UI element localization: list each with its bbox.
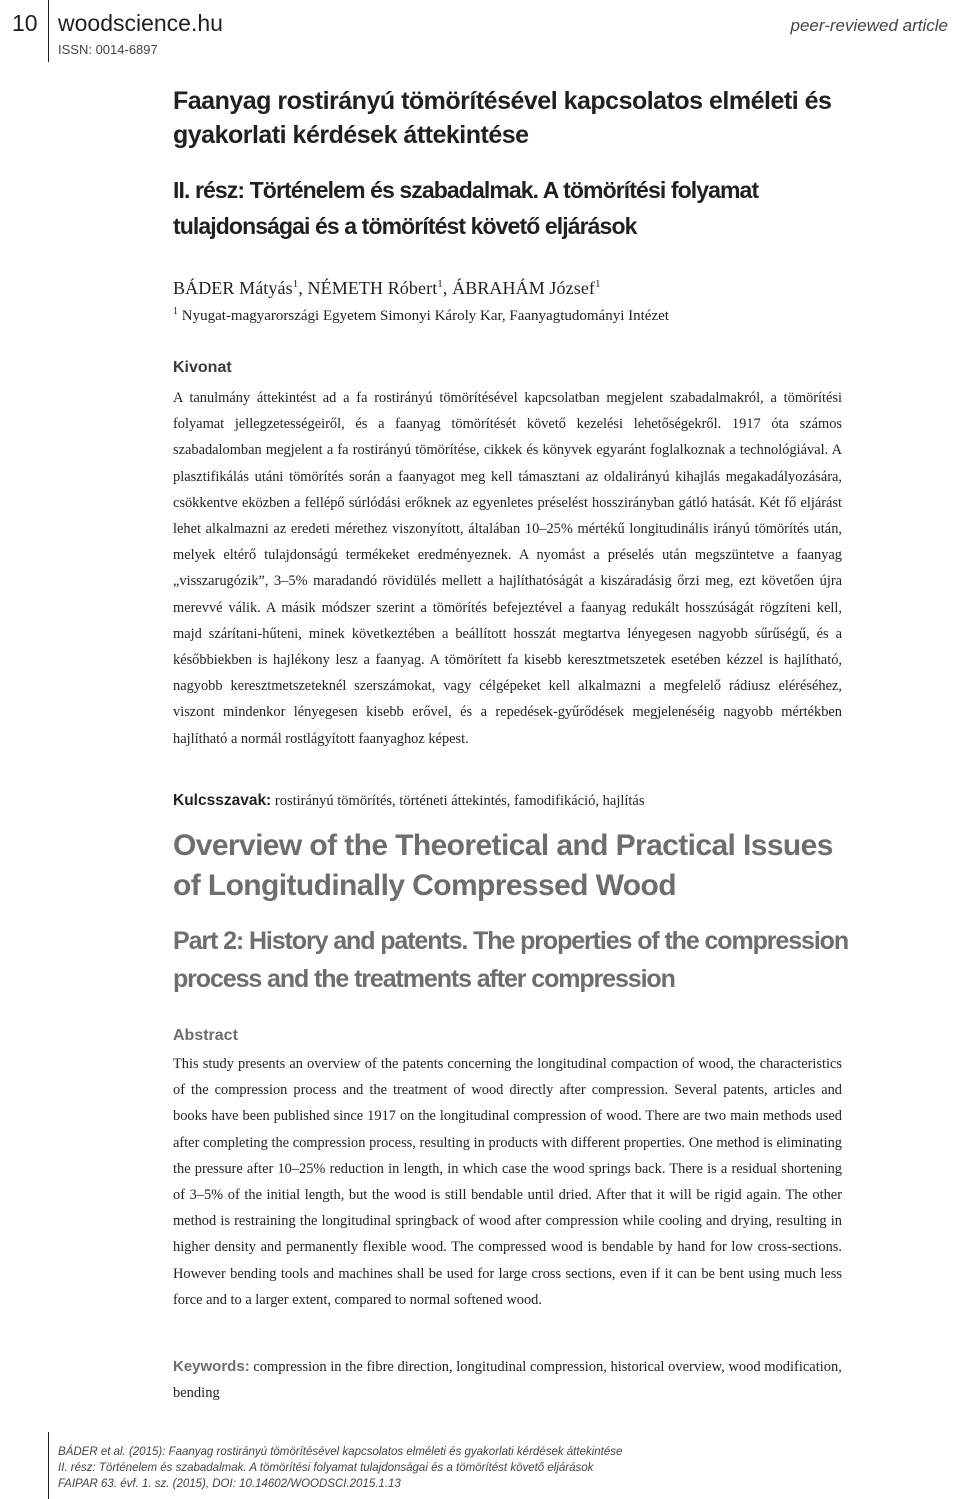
abstract-heading: Abstract xyxy=(173,1027,238,1044)
author-name: BÁDER Mátyás xyxy=(173,278,293,298)
author-list: BÁDER Mátyás$^1$, NÉMETH Róbert$^1$, ÁBRAHÁM József$^1$ xyxy=(173,278,601,298)
author-affiliation-mark: 1 xyxy=(437,278,443,290)
english-title: Overview of the Theoretical and Practical Issues of Longitudinally Compressed Wood xyxy=(173,829,833,902)
header-divider xyxy=(48,0,49,62)
citation-line: FAIPAR 63. évf. 1. sz. (2015), DOI: 10.14602/WOODSCI.2015.1.13 xyxy=(58,1478,401,1490)
page-header xyxy=(0,0,960,62)
author-name: NÉMETH Róbert xyxy=(307,278,438,298)
abstract-body: This study presents an overview of the patents concerning the longitudinal compaction of wood, the characteristics of the compression process and the treatment of wood directly after compression. Several patents, articles and books have been published since 1917 on the longitudinal compression of wood. There are two main methods used after completing the compression process, resulting in products with different properties. One method is eliminating the pressure after 10–25% reduction in length, in which case the wood springs back. There is a residual shortening of 3–5% of the initial length, but the wood is still bendable until dried. After that it will be rigid again. The other method is restraining the longitudinal springback of wood after compression while cooling and drying, resulting in higher density and permanently flexible wood. The compressed wood is bendable by hand for low cross-sections. However bending tools and machines shall be used for large cross sections, even if it can be bent using much less force and to a larger extent, compared to normal softened wood. xyxy=(173,1056,842,1308)
kivonat-body: A tanulmány áttekintést ad a fa rostirányú tömörítésével kapcsolatban megjelent szabadalmakról, a tömörítési folyamat jellegzetességeiről, és a faanyag tömörítését követő kezelési lehetőségekről. 1917 óta számos szabadalomban megjelent a fa rostirányú tömörítése, cikkek és könyvek egyaránt foglalkoznak a technológiával. A plasztifikálás utáni tömörítés során a faanyagot meg kell támasztani az oldalirányú kihajlás megakadályozására, csökkentve eközben a fellépő súrlódási erőknek az egyenletes préselést hosszirányban gátló hatását. Két fő eljárást lehet alkalmazni az eredeti mérethez viszonyított, általában 10–25% mértékű longitudinális irányú tömörítés után, melyek eltérő tulajdonságú termékeket eredményeznek. A nyomást a préselés után megszüntetve a faanyag „visszarugózik”, 3–5% maradandó rövidülés mellett a hajlíthatóságát a kiszáradásig őrzi meg, ezt követően újra merevvé válik. A másik módszer szerint a tömörítés befejeztével a faanyag redukált hosszúságát rögzíteni kell, majd szárítani-hűteni, minek következtében a beállított hosszát megtartva lényegesen nagyobb sűrűségű, és a későbbiekben is hajlékony lesz a faanyag. A tömörített fa kisebb keresztmetszetek esetében kézzel is hajlítható, nagyobb keresztmetszeteknél szerszámokat, vagy célgépeket kell alkalmazni a megfelelő rádiusz eléréséhez, viszont mindenkor lényegesen kisebb erővel, és a repedések-gyűrődések megjelenéséig nagyobb mértékben hajlítható a normál rostlágyított faanyaghoz képest. xyxy=(173,390,842,747)
issn-number: ISSN: 0014-6897 xyxy=(58,42,158,57)
english-keywords xyxy=(173,1354,842,1406)
citation-footer xyxy=(58,1444,908,1492)
author-affiliation-mark: 1 xyxy=(292,278,299,290)
english-subtitle: Part 2: History and patents. The properties of the compression process and the treatments after compression xyxy=(173,927,849,993)
hungarian-keywords xyxy=(173,792,645,810)
footer-divider xyxy=(48,1432,49,1499)
affiliation-mark: 1 xyxy=(173,306,178,317)
hungarian-subtitle: II. rész: Történelem és szabadalmak. A tömörítési folyamat tulajdonságai és a tömörítést követő eljárások xyxy=(173,177,759,239)
author-name: ÁBRAHÁM József xyxy=(452,278,596,298)
keywords-label: Kulcsszavak: xyxy=(173,792,272,809)
affiliation xyxy=(173,306,669,325)
keywords-text: compression in the fibre direction, longitudinal compression, historical overview, wood modification, bending xyxy=(173,1359,842,1401)
affiliation-text: Nyugat-magyarországi Egyetem Simonyi Károly Kar, Faanyagtudományi Intézet xyxy=(181,308,669,324)
kivonat-heading: Kivonat xyxy=(173,359,232,376)
article-type-label: peer-reviewed article xyxy=(790,16,948,35)
author-affiliation-mark: 1 xyxy=(595,278,601,290)
citation-line: II. rész: Történelem és szabadalmak. A tömörítési folyamat tulajdonságai és a tömörítést követő eljárások xyxy=(58,1462,594,1474)
page-number: 10 xyxy=(12,10,38,36)
hungarian-title: Faanyag rostirányú tömörítésével kapcsolatos elméleti és gyakorlati kérdések áttekintése xyxy=(173,87,832,149)
journal-site-name: woodscience.hu xyxy=(58,10,223,36)
keywords-label: Keywords: xyxy=(173,1358,250,1375)
keywords-text: rostirányú tömörítés, történeti áttekintés, famodifikáció, hajlítás xyxy=(274,793,645,809)
citation-line: BÁDER et al. (2015): Faanyag rostirányú tömörítésével kapcsolatos elméleti és gyakorlati kérdések áttekintése xyxy=(58,1446,623,1458)
